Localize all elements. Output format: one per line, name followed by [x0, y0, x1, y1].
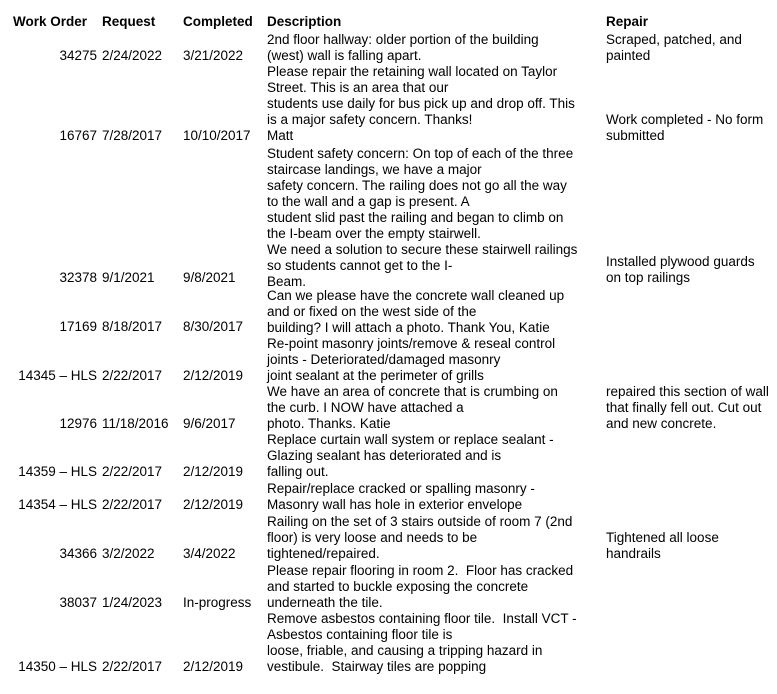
request-date: 1/24/2023	[102, 595, 163, 610]
repair-text: repaired this section of wall that finally fell out. Cut out and new concrete.	[606, 384, 769, 431]
work-order-number: 12976	[59, 416, 97, 431]
header-request: Request	[102, 14, 156, 29]
request-date: 8/18/2017	[102, 319, 163, 334]
description-text: Remove asbestos containing floor tile. Install VCT - Asbestos containing floor tile is loose, friable, and causing a tripping hazard in vestibule. Stairway tiles are popping	[267, 611, 577, 674]
description-text: Can we please have the concrete wall cleaned up and or fixed on the west side of the building? I will attach a photo. Thank You, Katie	[267, 288, 565, 335]
completed-date: 2/12/2019	[183, 368, 244, 383]
completed-date: 9/8/2021	[183, 270, 236, 285]
repair-text: Tightened all loose handrails	[606, 530, 719, 561]
completed-date: 8/30/2017	[183, 319, 244, 334]
work-order-number: 14345 – HLS	[18, 368, 97, 383]
header-description: Description	[267, 14, 342, 29]
completed-date: 9/6/2017	[183, 416, 236, 431]
work-order-number: 38037	[59, 595, 97, 610]
work-order-number: 32378	[59, 270, 97, 285]
work-order-number: 14359 – HLS	[18, 464, 97, 479]
request-date: 11/18/2016	[102, 416, 169, 431]
repair-text: Scraped, patched, and painted	[606, 32, 742, 63]
completed-date: In-progress	[183, 595, 252, 610]
description-text: Railing on the set of 3 stairs outside of room 7 (2nd floor) is very loose and needs to be tightened/repaired.	[267, 514, 573, 561]
description-text: Please repair flooring in room 2. Floor has cracked and started to buckle exposing the concrete underneath the tile.	[267, 563, 574, 610]
request-date: 2/22/2017	[102, 497, 163, 512]
work-order-number: 14354 – HLS	[18, 497, 97, 512]
header-work-order: Work Order	[13, 14, 88, 29]
description-text: 2nd floor hallway: older portion of the building (west) wall is falling apart.	[267, 32, 539, 63]
work-order-number: 16767	[59, 128, 97, 143]
description-text: Repair/replace cracked or spalling masonry - Masonry wall has hole in exterior envelope	[267, 481, 535, 512]
work-order-number: 34275	[59, 48, 97, 63]
request-date: 3/2/2022	[102, 546, 155, 561]
request-date: 9/1/2021	[102, 270, 155, 285]
completed-date: 2/12/2019	[183, 497, 244, 512]
description-text: Student safety concern: On top of each of the three staircase landings, we have a major safety concern. The railing does not go all the way to the wall and a gap is present. A student slid past the railing and began to climb on the I-beam over the empty stairwell. We need a solution to secure these stairwell railings so students cannot get to the I- Beam.	[267, 146, 578, 289]
repair-text: Work completed - No form submitted	[606, 112, 764, 143]
request-date: 2/24/2022	[102, 48, 163, 63]
description-text: We have an area of concrete that is crumbing on the curb. I NOW have attached a photo. Thanks. Katie	[267, 384, 558, 431]
request-date: 2/22/2017	[102, 659, 163, 674]
completed-date: 2/12/2019	[183, 659, 244, 674]
completed-date: 3/4/2022	[183, 546, 236, 561]
completed-date: 2/12/2019	[183, 464, 244, 479]
completed-date: 10/10/2017	[183, 128, 251, 143]
description-text: Replace curtain wall system or replace sealant - Glazing sealant has deteriorated and is falling out.	[267, 432, 554, 479]
completed-date: 3/21/2022	[183, 48, 244, 63]
header-repair: Repair	[606, 14, 649, 29]
description-text: Please repair the retaining wall located on Taylor Street. This is an area that our students use daily for bus pick up and drop off. This is a major safety concern. Thanks! Matt	[267, 64, 575, 143]
repair-text: Installed plywood guards on top railings	[606, 254, 755, 285]
description-text: Re-point masonry joints/remove & reseal control joints - Deteriorated/damaged masonry joint sealant at the perimeter of grills	[267, 336, 556, 383]
work-order-number: 34366	[59, 546, 97, 561]
request-date: 7/28/2017	[102, 128, 163, 143]
work-order-number: 17169	[59, 319, 97, 334]
header-completed: Completed	[183, 14, 253, 29]
request-date: 2/22/2017	[102, 368, 163, 383]
request-date: 2/22/2017	[102, 464, 163, 479]
work-order-number: 14350 – HLS	[18, 659, 97, 674]
